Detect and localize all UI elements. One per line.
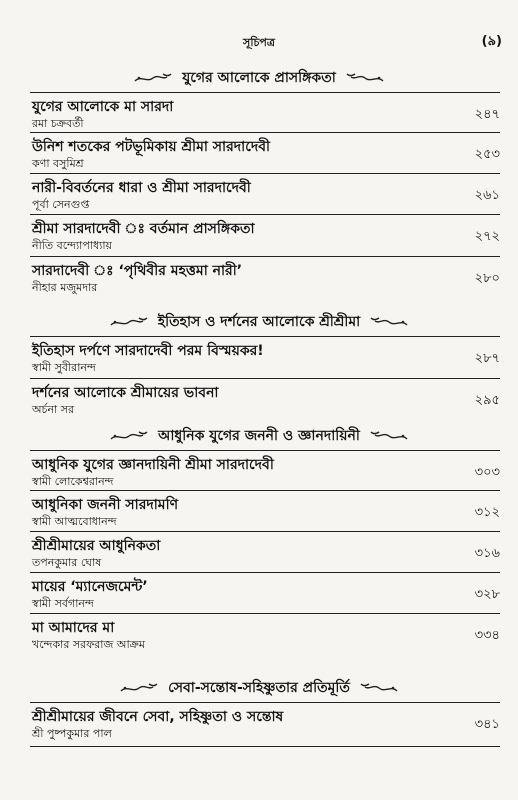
entry-author: স্বামী সর্বগানন্দ [32, 597, 94, 610]
page-title: সূচিপত্র [243, 36, 275, 49]
entry-title: সারদাদেবী ঃ ‘পৃথিবীর মহত্তমা নারী’ [32, 263, 243, 279]
toc-entry[interactable] [30, 92, 500, 133]
section-heading [0, 310, 518, 332]
entry-title: শ্রীশ্রীমায়ের আধুনিকতা [32, 538, 161, 554]
entry-title: ইতিহাস দর্পণে সারদাদেবী পরম বিস্ময়কর! [32, 343, 264, 359]
entry-page: ৩৩৪ [474, 628, 500, 643]
entry-author: কণা বসুমিশ্র [32, 157, 84, 170]
entry-title: শ্রীমা সারদাদেবী ঃ বর্তমান প্রাসঙ্গিকতা [32, 221, 255, 237]
entry-title: আধুনিকা জননী সারদামণি [32, 497, 179, 513]
entry-page: ২৪৭ [474, 107, 500, 122]
entry-page: ২৬১ [474, 188, 500, 203]
page-header [0, 32, 518, 52]
entry-author: নীতি বন্দ্যোপাধ্যায় [32, 239, 113, 252]
ornament-right-icon [369, 315, 409, 329]
entry-author: শ্রী পুষ্পকুমার পাল [32, 727, 112, 740]
toc-entry[interactable] [30, 336, 500, 379]
toc-entry[interactable] [30, 490, 500, 532]
entry-page: ২৫৩ [474, 147, 500, 162]
entry-page: ৩১৬ [474, 546, 500, 561]
entry-author: পূর্বা সেনগুপ্ত [32, 198, 90, 211]
entry-author: স্বামী আত্মবোধানন্দ [32, 515, 117, 528]
entry-title: মা আমাদের মা [32, 620, 115, 636]
ornament-left-icon [109, 429, 149, 443]
ornament-left-icon [133, 71, 173, 85]
entry-page: ২৯৫ [474, 393, 500, 408]
toc-entry[interactable] [30, 531, 500, 573]
entry-title: নারী-বিবর্তনের ধারা ও শ্রীমা সারদাদেবী [32, 180, 251, 196]
entry-page: ৩৪১ [474, 717, 500, 732]
section-title: ইতিহাস ও দর্শনের আলোকে শ্রীশ্রীমা [157, 314, 361, 330]
toc-entry[interactable] [30, 702, 500, 747]
bottom-rule [30, 746, 500, 747]
entry-page: ২৭২ [474, 229, 500, 244]
entry-title: উনিশ শতকের পটভূমিকায় শ্রীমা সারদাদেবী [32, 139, 270, 155]
toc-entry[interactable] [30, 173, 500, 214]
section-heading [0, 676, 518, 698]
toc-entry[interactable] [30, 378, 500, 421]
entry-author: তপনকুমার ঘোষ [32, 556, 102, 569]
ornament-left-icon [119, 681, 159, 695]
entry-page: ৩০৩ [474, 465, 500, 480]
entry-author: স্বামী সুবীরানন্দ [32, 361, 96, 374]
ornament-right-icon [359, 681, 399, 695]
toc-entry[interactable] [30, 214, 500, 255]
page-number: (৯) [481, 34, 502, 49]
entry-page: ২৮০ [474, 271, 500, 286]
entry-title: আধুনিক যুগের জ্ঞানদায়িনী শ্রীমা সারদাদেবী [32, 457, 274, 473]
section-heading [0, 66, 518, 88]
entry-author: অর্চনা সর [32, 403, 75, 416]
entry-author: খন্দেকার সরফরাজ আক্রম [32, 638, 145, 651]
section-title: আধুনিক যুগের জননী ও জ্ঞানদায়িনী [158, 428, 360, 444]
entry-page: ৩২৮ [474, 587, 500, 602]
section-title: যুগের আলোকে প্রাসঙ্গিকতা [182, 70, 336, 86]
toc-entry[interactable] [30, 132, 500, 173]
entry-title: যুগের আলোকে মা সারদা [32, 99, 174, 115]
ornament-right-icon [369, 429, 409, 443]
ornament-left-icon [109, 315, 149, 329]
entry-author: স্বামী লোকেশ্বরানন্দ [32, 475, 114, 488]
toc-entry[interactable] [30, 450, 500, 491]
entry-page: ৩১২ [474, 505, 500, 520]
ornament-right-icon [345, 71, 385, 85]
toc-entry[interactable] [30, 256, 500, 297]
entry-title: মায়ের ‘ম্যানেজমেন্ট’ [32, 579, 148, 595]
entry-title: দর্শনের আলোকে শ্রীমায়ের ভাবনা [32, 385, 219, 401]
toc-entry[interactable] [30, 613, 500, 659]
section-title: সেবা-সন্তোষ-সহিষ্ণুতার প্রতিমূর্তি [168, 680, 350, 696]
entry-title: শ্রীশ্রীমায়ের জীবনে সেবা, সহিষ্ণুতা ও সন্তোষ [32, 709, 284, 725]
entry-author: নীহার মজুমদার [32, 281, 98, 294]
entry-page: ২৮৭ [474, 351, 500, 366]
toc-entry[interactable] [30, 572, 500, 614]
entry-author: রমা চক্রবর্তী [32, 117, 84, 130]
section-heading [0, 424, 518, 446]
